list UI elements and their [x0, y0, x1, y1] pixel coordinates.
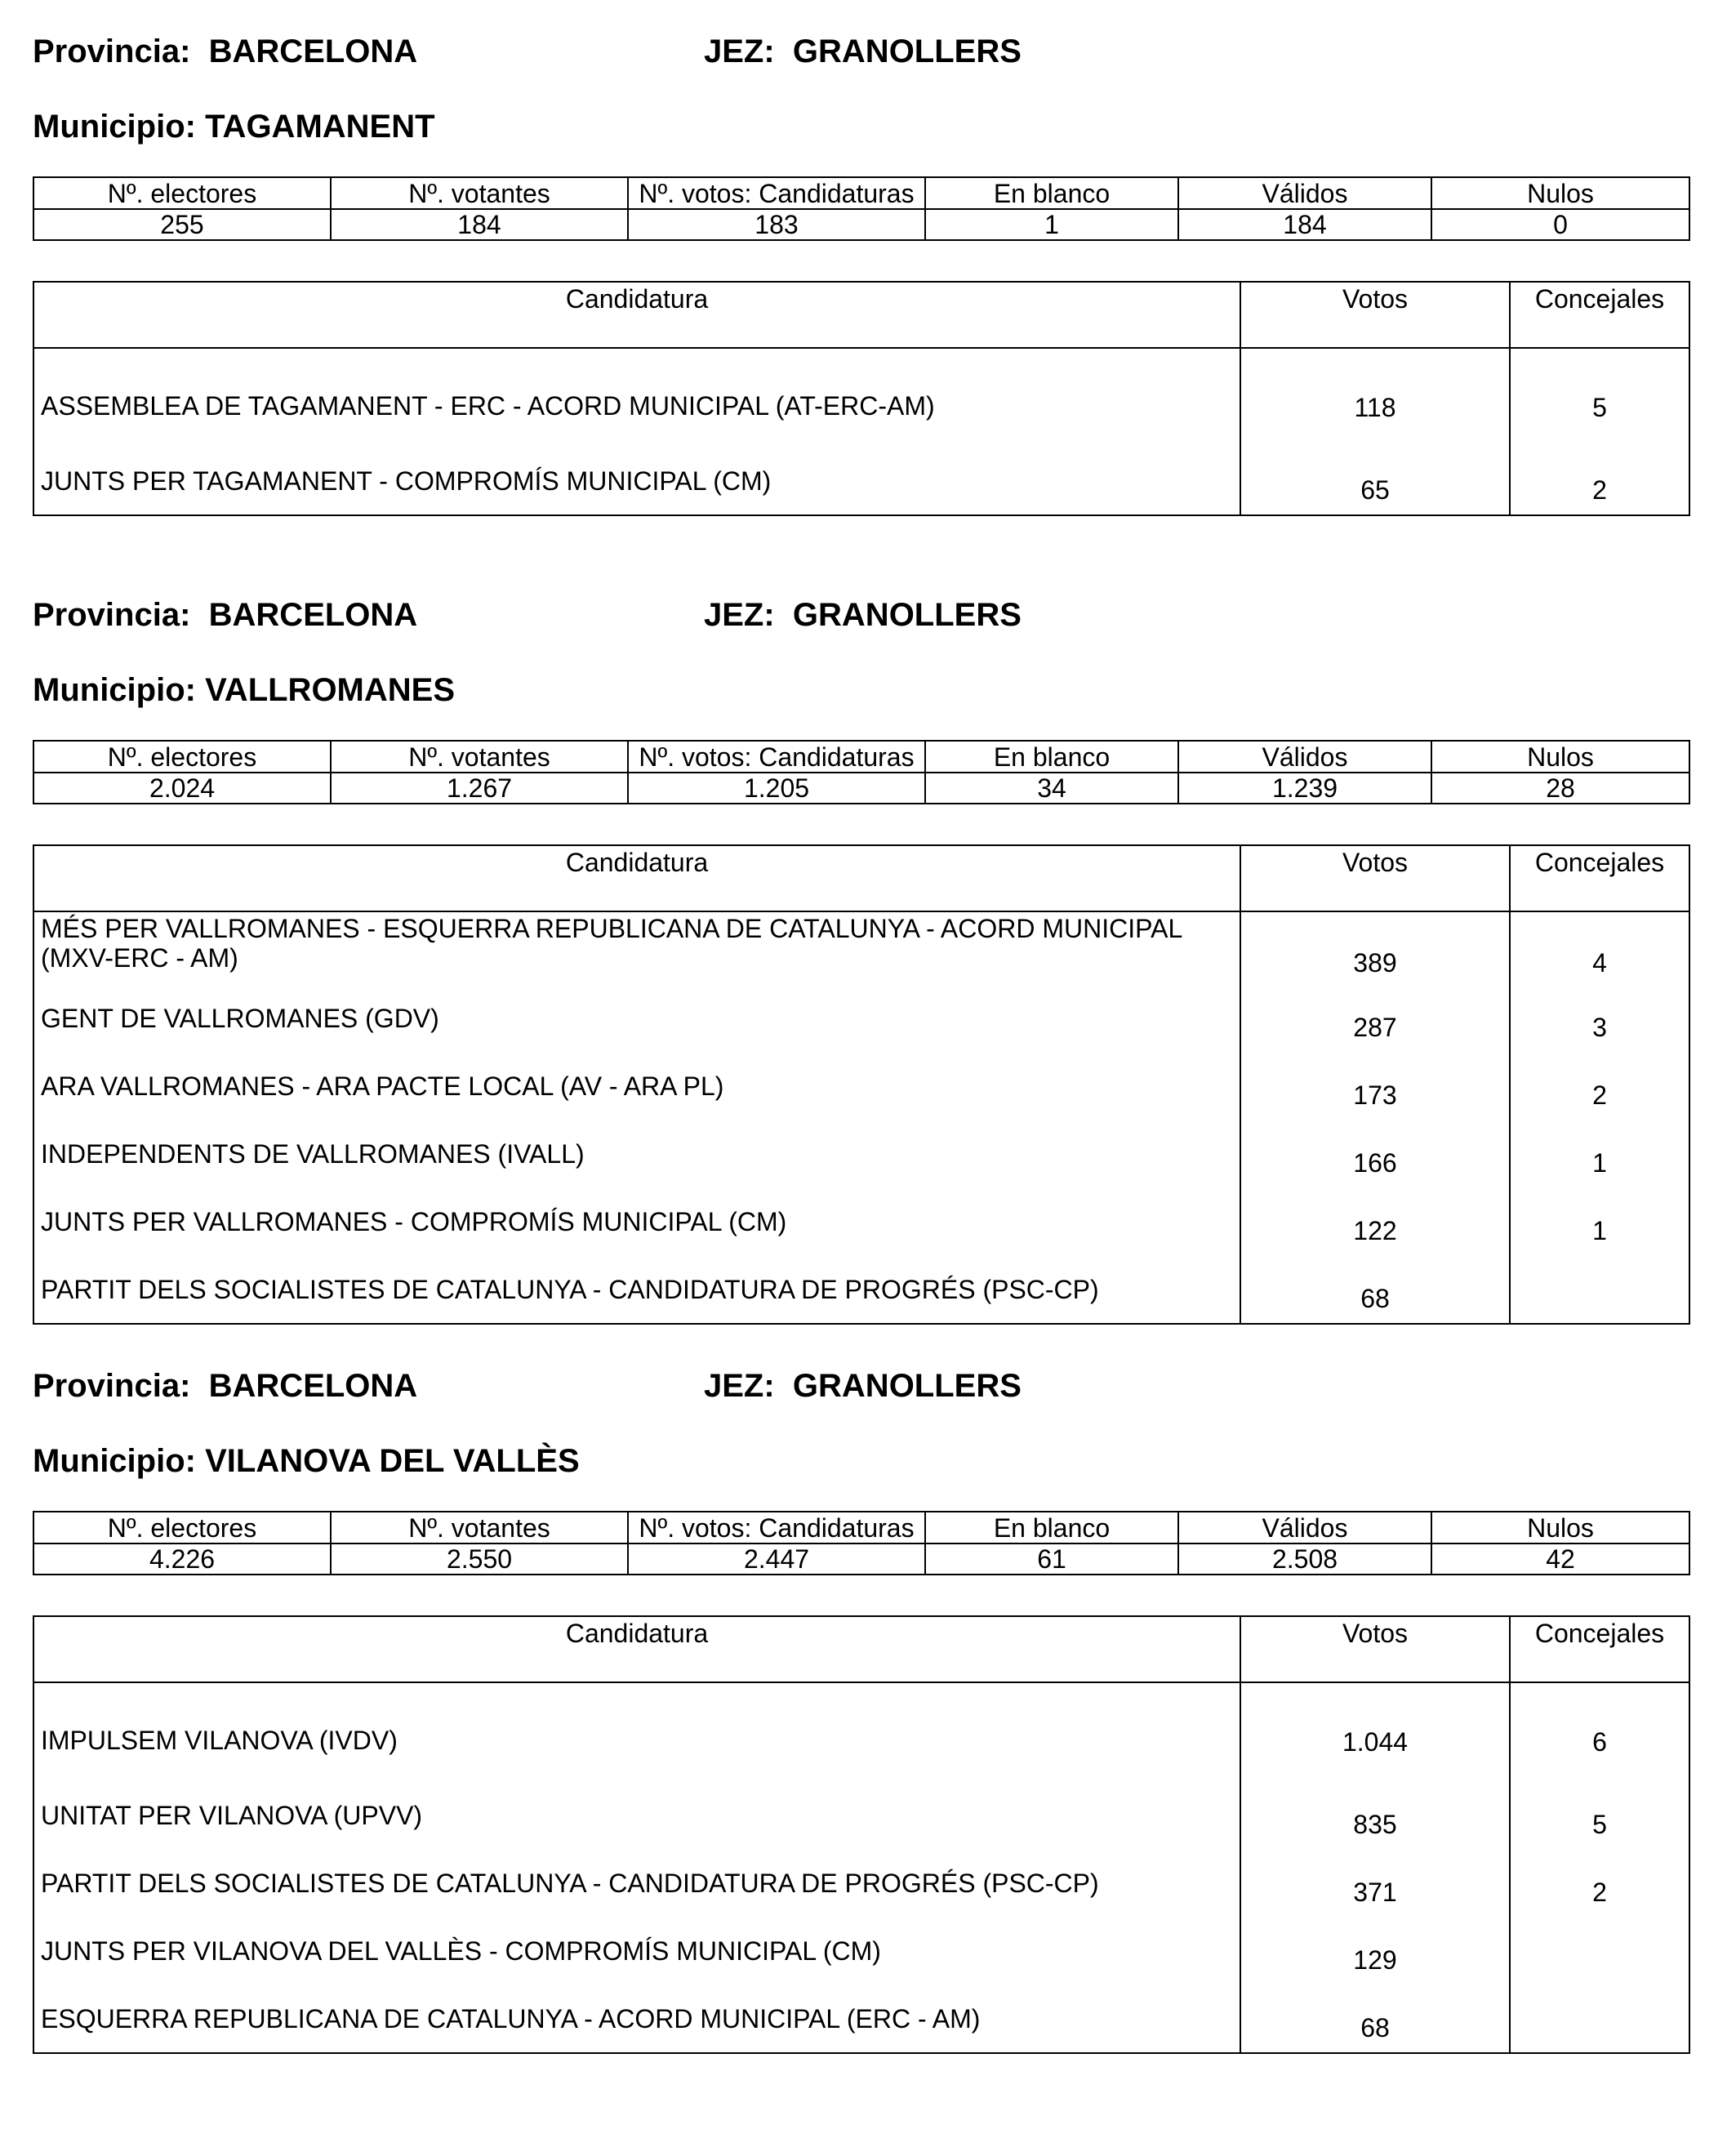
en-blanco-value: 61: [925, 1544, 1178, 1575]
candidate-row: [33, 911, 1689, 984]
validos-value: 2.508: [1178, 1544, 1431, 1575]
stats-value-row: [33, 773, 1689, 804]
candidate-concejales: 2: [1510, 1849, 1689, 1917]
municipio-value: VALLROMANES: [205, 672, 456, 708]
nulos-label: Nulos: [1431, 177, 1689, 209]
votantes-value: 184: [331, 209, 628, 240]
candidate-name: UNITAT PER VILANOVA (UPVV): [33, 1781, 1240, 1849]
votantes-label: Nº. votantes: [331, 1512, 628, 1544]
stats-table: [33, 1511, 1690, 1575]
candidate-concejales: 6: [1510, 1682, 1689, 1781]
candidate-row: [33, 447, 1689, 515]
candidate-votos: 287: [1240, 984, 1510, 1052]
candidate-name: ARA VALLROMANES - ARA PACTE LOCAL (AV - ARA PL): [33, 1052, 1240, 1120]
candidate-votos: 118: [1240, 348, 1510, 447]
municipio-value: TAGAMANENT: [205, 109, 435, 145]
electores-value: 2.024: [33, 773, 331, 804]
nulos-label: Nulos: [1431, 741, 1689, 773]
stats-header-row: [33, 741, 1689, 773]
en-blanco-value: 1: [925, 209, 1178, 240]
concejales-header: Concejales: [1510, 282, 1689, 348]
candidatura-header: Candidatura: [33, 845, 1240, 911]
candidate-votos: 1.044: [1240, 1682, 1510, 1781]
candidate-concejales: 2: [1510, 1052, 1689, 1120]
municipio-heading: Municipio: TAGAMANENT: [33, 109, 435, 145]
candidates-header-row: [33, 1616, 1689, 1682]
candidates-header-row: [33, 845, 1689, 911]
candidate-name: ESQUERRA REPUBLICANA DE CATALUNYA - ACORD MUNICIPAL (ERC - AM): [33, 1984, 1240, 2053]
en-blanco-label: En blanco: [925, 177, 1178, 209]
municipio-value: VILANOVA DEL VALLÈS: [205, 1443, 580, 1479]
candidate-votos: 68: [1240, 1984, 1510, 2053]
electores-value: 4.226: [33, 1544, 331, 1575]
jez-value: GRANOLLERS: [792, 597, 1022, 633]
stats-value-row: [33, 1544, 1689, 1575]
votos-candidaturas-label: Nº. votos: Candidaturas: [628, 1512, 925, 1544]
candidate-votos: 835: [1240, 1781, 1510, 1849]
candidate-votos: 173: [1240, 1052, 1510, 1120]
electores-label: Nº. electores: [33, 177, 331, 209]
electores-value: 255: [33, 209, 331, 240]
votos-candidaturas-label: Nº. votos: Candidaturas: [628, 741, 925, 773]
candidate-votos: 65: [1240, 447, 1510, 515]
candidate-row: [33, 1187, 1689, 1255]
candidate-name: JUNTS PER VALLROMANES - COMPROMÍS MUNICIPAL (CM): [33, 1187, 1240, 1255]
votantes-value: 1.267: [331, 773, 628, 804]
votos-header: Votos: [1240, 1616, 1510, 1682]
candidate-concejales: 5: [1510, 1781, 1689, 1849]
candidate-name: MÉS PER VALLROMANES - ESQUERRA REPUBLICANA DE CATALUNYA - ACORD MUNICIPAL (MXV-ERC - AM): [33, 911, 1240, 984]
block-header: [33, 31, 1689, 72]
municipio-heading: Municipio: VILANOVA DEL VALLÈS: [33, 1443, 580, 1479]
candidate-votos: 129: [1240, 1917, 1510, 1984]
candidatura-header: Candidatura: [33, 282, 1240, 348]
votantes-label: Nº. votantes: [331, 177, 628, 209]
en-blanco-label: En blanco: [925, 741, 1178, 773]
candidatura-header: Candidatura: [33, 1616, 1240, 1682]
candidate-concejales: 1: [1510, 1187, 1689, 1255]
municipality-block-vallromanes: [33, 595, 1689, 1313]
candidate-votos: 166: [1240, 1120, 1510, 1187]
votos-header: Votos: [1240, 845, 1510, 911]
provincia-value: BARCELONA: [208, 597, 418, 633]
votos-candidaturas-value: 183: [628, 209, 925, 240]
candidate-row: [33, 1781, 1689, 1849]
candidates-header-row: [33, 282, 1689, 348]
candidate-votos: 68: [1240, 1255, 1510, 1324]
votos-candidaturas-value: 1.205: [628, 773, 925, 804]
stats-value-row: [33, 209, 1689, 240]
votos-candidaturas-label: Nº. votos: Candidaturas: [628, 177, 925, 209]
votos-header: Votos: [1240, 282, 1510, 348]
validos-label: Válidos: [1178, 177, 1431, 209]
nulos-value: 28: [1431, 773, 1689, 804]
candidate-name: IMPULSEM VILANOVA (IVDV): [33, 1682, 1240, 1781]
candidate-row: [33, 348, 1689, 447]
candidate-votos: 389: [1240, 911, 1510, 984]
candidate-row: [33, 1682, 1689, 1781]
jez-value: GRANOLLERS: [792, 1368, 1022, 1404]
electores-label: Nº. electores: [33, 1512, 331, 1544]
candidate-concejales: [1510, 1255, 1689, 1324]
validos-value: 1.239: [1178, 773, 1431, 804]
votantes-label: Nº. votantes: [331, 741, 628, 773]
concejales-header: Concejales: [1510, 1616, 1689, 1682]
candidate-concejales: 3: [1510, 984, 1689, 1052]
candidate-votos: 122: [1240, 1187, 1510, 1255]
candidate-name: JUNTS PER VILANOVA DEL VALLÈS - COMPROMÍS MUNICIPAL (CM): [33, 1917, 1240, 1984]
jez-heading: JEZ: GRANOLLERS: [704, 597, 1022, 633]
provincia-heading: Provincia: BARCELONA: [33, 33, 418, 69]
candidates-table: [33, 1615, 1690, 2054]
stats-table: [33, 176, 1690, 241]
candidate-concejales: 1: [1510, 1120, 1689, 1187]
candidate-name: PARTIT DELS SOCIALISTES DE CATALUNYA - CANDIDATURA DE PROGRÉS (PSC-CP): [33, 1255, 1240, 1324]
block-header: [33, 595, 1689, 635]
candidate-name: PARTIT DELS SOCIALISTES DE CATALUNYA - CANDIDATURA DE PROGRÉS (PSC-CP): [33, 1849, 1240, 1917]
candidate-concejales: [1510, 1917, 1689, 1984]
candidates-table: [33, 844, 1690, 1325]
provincia-heading: Provincia: BARCELONA: [33, 597, 418, 633]
candidate-row: [33, 984, 1689, 1052]
candidate-concejales: 5: [1510, 348, 1689, 447]
candidate-votos: 371: [1240, 1849, 1510, 1917]
candidate-row: [33, 1917, 1689, 1984]
provincia-value: BARCELONA: [208, 1368, 418, 1404]
nulos-value: 42: [1431, 1544, 1689, 1575]
candidate-name: JUNTS PER TAGAMANENT - COMPROMÍS MUNICIPAL (CM): [33, 447, 1240, 515]
block-header: [33, 1365, 1689, 1406]
validos-label: Válidos: [1178, 741, 1431, 773]
votos-candidaturas-value: 2.447: [628, 1544, 925, 1575]
votantes-value: 2.550: [331, 1544, 628, 1575]
municipality-block-tagamanent: [33, 31, 1689, 505]
candidate-concejales: 2: [1510, 447, 1689, 515]
candidate-row: [33, 1052, 1689, 1120]
candidate-concejales: 4: [1510, 911, 1689, 984]
electores-label: Nº. electores: [33, 741, 331, 773]
provincia-value: BARCELONA: [208, 33, 418, 69]
validos-label: Válidos: [1178, 1512, 1431, 1544]
municipio-heading: Municipio: VALLROMANES: [33, 672, 456, 708]
validos-value: 184: [1178, 209, 1431, 240]
en-blanco-value: 34: [925, 773, 1178, 804]
jez-value: GRANOLLERS: [792, 33, 1022, 69]
candidate-concejales: [1510, 1984, 1689, 2053]
candidate-row: [33, 1849, 1689, 1917]
en-blanco-label: En blanco: [925, 1512, 1178, 1544]
candidate-name: INDEPENDENTS DE VALLROMANES (IVALL): [33, 1120, 1240, 1187]
provincia-heading: Provincia: BARCELONA: [33, 1368, 418, 1404]
nulos-label: Nulos: [1431, 1512, 1689, 1544]
stats-table: [33, 740, 1690, 804]
jez-heading: JEZ: GRANOLLERS: [704, 1368, 1022, 1404]
candidate-row: [33, 1984, 1689, 2053]
candidate-name: GENT DE VALLROMANES (GDV): [33, 984, 1240, 1052]
stats-header-row: [33, 177, 1689, 209]
municipality-block-vilanova-del-valles: [33, 1365, 1689, 2042]
concejales-header: Concejales: [1510, 845, 1689, 911]
candidate-name: ASSEMBLEA DE TAGAMANENT - ERC - ACORD MUNICIPAL (AT-ERC-AM): [33, 348, 1240, 447]
jez-heading: JEZ: GRANOLLERS: [704, 33, 1022, 69]
nulos-value: 0: [1431, 209, 1689, 240]
candidate-row: [33, 1120, 1689, 1187]
stats-header-row: [33, 1512, 1689, 1544]
candidate-row: [33, 1255, 1689, 1324]
candidates-table: [33, 281, 1690, 516]
